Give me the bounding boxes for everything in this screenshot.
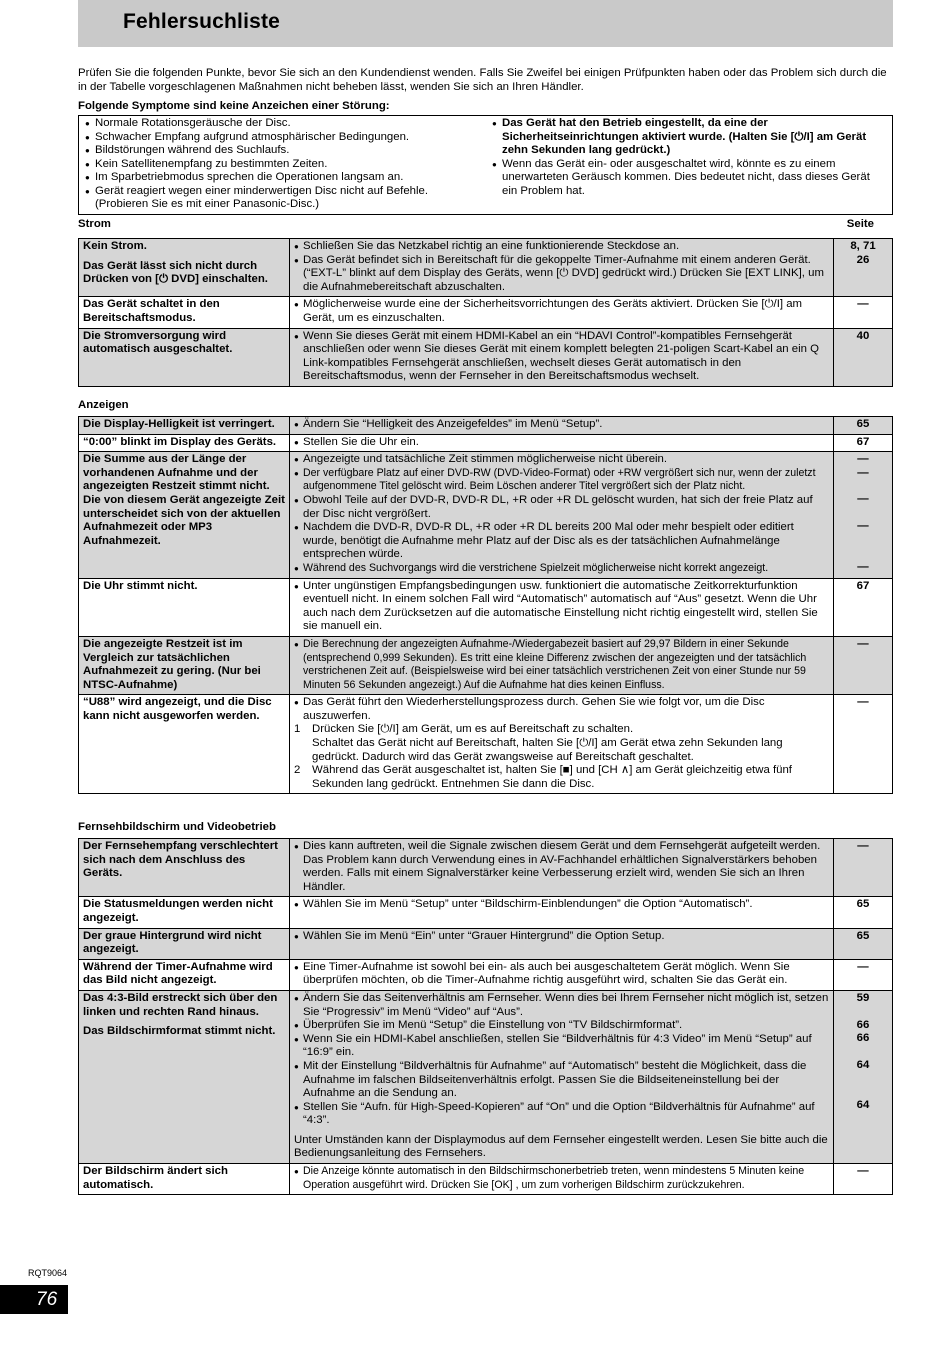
problem-cell: Die Statusmeldungen werden nicht angezeigt. [79, 897, 290, 928]
problem-text: Das Gerät lässt sich nicht durch Drücken von [⏻ DVD] einschalten. [83, 259, 268, 286]
page-ref: — [857, 560, 869, 573]
page-ref: 66 [856, 1018, 870, 1031]
table-row [79, 452, 893, 578]
table-row [79, 328, 893, 386]
solution-cell [290, 578, 834, 636]
page-number: 76 [36, 1289, 58, 1310]
page-ref: — [857, 453, 869, 466]
table-row [79, 990, 893, 1163]
solution-item: ● Wenn Sie ein HDMI-Kabel anschließen, stellen Sie “Bildverhältnis für 4:3 Video” im Menü “Setup” auf “16:9” ein. [294, 1033, 829, 1060]
table-row [79, 839, 893, 897]
symptom-item-note: (Probieren Sie es mit einer Panasonic-Disc.) [95, 198, 320, 210]
step-item [294, 764, 829, 791]
problem-cell: “0:00” blinkt im Display des Geräts. [79, 434, 290, 452]
solution-item: ● Dies kann auftreten, weil die Signale zwischen diesem Gerät und dem Fernsehgerät aufgeteilt werden. Das Problem kann durch Verwendung eines in AV-Fachhandel erhältlichen Signalverstärkers behoben werden. Falls mit einem Signalverstärker keine Verbesserung erzielt wird, wenden Sie sich an Ihren Händler. [294, 840, 829, 894]
page-number-box [0, 1285, 68, 1314]
page-ref-cell: — [834, 1164, 893, 1195]
problem-cell: Der graue Hintergrund wird nicht angezeigt. [79, 928, 290, 959]
solution-item: ● Nachdem die DVD-R, DVD-R DL, +R oder +R DL bereits 200 Mal oder mehr bespielt oder editiert wurde, benötigt die Aufnahme mehr Platz auf der Disc als es der tatsächlichen Aufnahmelänge entsprechen würde. [294, 521, 829, 562]
solution-cell [290, 1164, 834, 1195]
page-ref-cell: — [834, 297, 893, 328]
solution-item: ● Angezeigte und tatsächliche Zeit stimmen möglicherweise nicht überein. [294, 453, 829, 467]
solution-cell [290, 452, 834, 578]
solution-item: ● Mit der Einstellung “Bildverhältnis für Aufnahme” auf “Automatisch” besteht die Möglichkeit, dass die Aufnahme im falschen Bildseitenverhältnis erfolgt. Passen Sie die Bildseiteneinstellung bei der Aufnahme an die Sendung an. [294, 1060, 829, 1101]
solution-item: ● Wenn Sie dieses Gerät mit einem HDMI-Kabel an ein “HDAVI Control”-kompatibles Fernsehgerät anschließen oder wenn Sie dieses Gerät mit einem komplett belegten 21-poligen Scart-Kabel an ein Q Link-kompatibles Fernsehgerät anschließen, wechselt dieses Gerät automatisch in den Bereitschaftsmodus, wenn der Fernseher in den Bereitschaftsmodus wechselt. [294, 330, 829, 384]
solution-item: ● Obwohl Teile auf der DVD-R, DVD-R DL, +R oder +R DL gelöscht wurden, hat sich der freie Platz auf der Disc nicht vergrößert. [294, 494, 829, 521]
solution-cell [290, 695, 834, 794]
solution-cell [290, 928, 834, 959]
page-title: Fehlersuchliste [123, 10, 281, 33]
page-ref-cell: 40 [834, 328, 893, 386]
problem-text: Das 4:3-Bild erstreckt sich über den linken und rechten Rand hinaus. [83, 991, 278, 1018]
section-heading-tv: Fernsehbildschirm und Videobetrieb [78, 821, 276, 833]
seite-label: Seite [846, 218, 874, 230]
section-heading-anzeigen: Anzeigen [78, 399, 129, 411]
document-code: RQT9064 [28, 1268, 68, 1278]
table-row [79, 636, 893, 694]
symptom-item: ● Im Sparbetriebmodus sprechen die Operationen langsam an. [85, 171, 485, 185]
problem-text: Kein Strom. [83, 240, 147, 252]
symptom-item: ● Kein Satellitenempfang zu bestimmten Zeiten. [85, 158, 485, 172]
problem-cell: Die angezeigte Restzeit ist im Vergleich zur tatsächlichen Aufnahmezeit zu gering. (Nur bei NTSC-Aufnahme) [79, 636, 290, 694]
table-row [79, 928, 893, 959]
page-ref-cell: 67 [834, 434, 893, 452]
table-tv [78, 838, 893, 1195]
solution-note: Unter Umständen kann der Displaymodus auf dem Fernseher eingestellt werden. Lesen Sie bitte auch die Bedienungsanleitung des Fernsehers. [294, 1133, 828, 1160]
symptoms-heading: Folgende Symptome sind keine Anzeichen einer Störung: [78, 100, 390, 112]
step-text: Schaltet das Gerät nicht auf Bereitschaft, halten Sie [⏻/I] am Gerät etwa zehn Sekunden lang gedrückt. Dadurch wird das Gerät zwangsweise auf Bereitschaft geschaltet. [312, 737, 783, 763]
table-row [79, 695, 893, 794]
page-ref: 59 [856, 991, 870, 1004]
symptom-item: ● Bildstörungen während des Suchlaufs. [85, 144, 485, 158]
page-ref: 8, 71 [850, 240, 876, 252]
solution-item: ● Die Anzeige könnte automatisch in den Bildschirmschonerbetrieb treten, wenn mindestens 5 Minuten keine Operation ausgeführt wird. Drücken Sie [OK] , um zum vorherigen Bildschirm zurückzukehren. [294, 1165, 829, 1192]
page-ref: 66 [856, 1032, 870, 1045]
page-ref-cell [834, 452, 893, 578]
solution-cell [290, 959, 834, 990]
solution-cell [290, 297, 834, 328]
table-row [79, 578, 893, 636]
step-item [294, 723, 829, 764]
page-ref-cell: 65 [834, 928, 893, 959]
solution-item: ● Eine Timer-Aufnahme ist sowohl bei ein- als auch bei ausgeschaltetem Gerät möglich. Wenn Sie überprüfen möchten, ob die Timer-Aufnahme richtig ausgeführt wird, schalten Sie das Gerät ein. [294, 961, 829, 988]
solution-cell [290, 239, 834, 297]
solution-item: ● Wählen Sie im Menü “Setup” unter “Bildschirm-Einblendungen” die Option “Automatisch”. [294, 898, 829, 912]
solution-item: ● Schließen Sie das Netzkabel richtig an eine funktionierende Steckdose an. [294, 240, 829, 254]
problem-cell: Während der Timer-Aufnahme wird das Bild nicht angezeigt. [79, 959, 290, 990]
symptom-item: ● Das Gerät hat den Betrieb eingestellt, da eine der Sicherheitseinrichtungen aktiviert wurde. (Halten Sie [⏻/I] am Gerät zehn Sekunden lang gedrückt.) [492, 117, 887, 158]
symptom-item: ● Schwacher Empfang aufgrund atmosphärischer Bedingungen. [85, 131, 485, 145]
solution-item: ● Die Berechnung der angezeigten Aufnahme-/Wiedergabezeit basiert auf 29,97 Bildern in einer Sekunde (entsprechend 0,999 Sekunden). Es tritt eine kleine Differenz zwischen der angezeigten und der tatsächlich verstrichenen Zeit auf. (Beispielsweise wird bei einer tatsächlich verstrichenen Zeit von einer Stunde nur 59 Minuten 56 Sekunden angezeigt.) Auf die Aufnahme hat dies keinen Einfluss. [294, 638, 829, 692]
symptoms-box [78, 115, 893, 215]
solution-item: ● Das Gerät führt den Wiederherstellungsprozess durch. Gehen Sie wie folgt vor, um die Disc auszuwerfen. [294, 696, 829, 723]
page-ref-cell: 67 [834, 578, 893, 636]
solution-cell [290, 417, 834, 435]
page-ref: 64 [856, 1099, 870, 1112]
page-ref-cell: 65 [834, 417, 893, 435]
step-number: 1 [294, 723, 301, 736]
table-row [79, 1164, 893, 1195]
step-number: 2 [294, 764, 301, 777]
solution-item: ● Der verfügbare Platz auf einer DVD-RW (DVD-Video-Format) oder +RW vergrößert sich nur, wenn der zuletzt aufgenommene Titel gelöscht wird. Beim Löschen anderer Titel vergrößert sich der Platz nicht. [294, 467, 829, 494]
symptom-item: ● Normale Rotationsgeräusche der Disc. [85, 117, 485, 131]
table-row [79, 897, 893, 928]
problem-cell: Die Stromversorgung wird automatisch ausgeschaltet. [79, 328, 290, 386]
table-row [79, 417, 893, 435]
problem-cell [79, 990, 290, 1163]
problem-cell: Die Display-Helligkeit ist verringert. [79, 417, 290, 435]
solution-cell [290, 434, 834, 452]
solution-item: ● Stellen Sie “Aufn. für High-Speed-Kopieren” auf “On” und die Option “Bildverhältnis für Aufnahme” auf “4:3”. [294, 1101, 829, 1128]
page-ref: — [857, 466, 869, 479]
solution-item: ● Unter ungünstigen Empfangsbedingungen usw. funktioniert die automatische Zeitkorrekturfunktion eventuell nicht. In einem solchen Fall wird “Automatisch” automatisch auf “Aus” gesetzt. Wenn die Uhr auch nach dem Zurücksetzen auf die automatische Einstellung nicht richtig eingestellt wird, stellen Sie sie manuell ein. [294, 580, 829, 634]
solution-item: ● Wählen Sie im Menü “Ein” unter “Grauer Hintergrund” die Option Setup. [294, 930, 829, 944]
page-ref-cell [834, 990, 893, 1163]
solution-item: ● Während des Suchvorgangs wird die verstrichene Spielzeit möglicherweise nicht korrekt angezeigt. [294, 562, 829, 576]
step-text: Drücken Sie [⏻/I] am Gerät, um es auf Bereitschaft zu schalten. [312, 723, 634, 736]
step-text: Während das Gerät ausgeschaltet ist, halten Sie [■] und [CH ∧] am Gerät gleichzeitig etwa fünf Sekunden lang gedrückt. Entnehmen Sie dann die Disc. [312, 764, 792, 790]
solution-item: ● Stellen Sie die Uhr ein. [294, 436, 829, 450]
symptoms-right-column [492, 117, 887, 198]
page-ref-cell: — [834, 959, 893, 990]
symptoms-left-column [85, 117, 485, 212]
title-bar [78, 0, 893, 47]
solution-cell [290, 990, 834, 1163]
problem-cell: Das Gerät schaltet in den Bereitschaftsmodus. [79, 297, 290, 328]
page-ref: — [857, 519, 869, 532]
symptom-item: ● Wenn das Gerät ein- oder ausgeschaltet wird, könnte es zu einem unerwarteten Geräusch kommen. Dies bedeutet nicht, dass dieses Gerät ein Problem hat. [492, 158, 887, 199]
page-ref-cell: 65 [834, 897, 893, 928]
page-ref: — [857, 493, 869, 506]
solution-cell [290, 897, 834, 928]
problem-text: Das Bildschirmformat stimmt nicht. [83, 1025, 276, 1038]
solution-item: ● Ändern Sie “Helligkeit des Anzeigefeldes” im Menü “Setup”. [294, 418, 829, 432]
problem-cell: Der Bildschirm ändert sich automatisch. [79, 1164, 290, 1195]
solution-item: ● Möglicherweise wurde eine der Sicherheitsvorrichtungen des Geräts aktiviert. Drücken Sie [⏻/I] am Gerät, um es einzuschalten. [294, 298, 829, 325]
problem-cell [79, 239, 290, 297]
page-ref: 26 [856, 253, 870, 266]
page-ref: 64 [856, 1058, 870, 1071]
table-row [79, 297, 893, 328]
table-anzeigen [78, 416, 893, 794]
table-row [79, 239, 893, 297]
page-ref-cell [834, 239, 893, 297]
solution-cell [290, 328, 834, 386]
problem-cell: “U88” wird angezeigt, und die Disc kann nicht ausgeworfen werden. [79, 695, 290, 794]
page-ref-cell: — [834, 636, 893, 694]
solution-cell [290, 839, 834, 897]
page-ref-cell: — [834, 695, 893, 794]
intro-text: Prüfen Sie die folgenden Punkte, bevor Sie sich an den Kundendienst wenden. Falls Sie Zweifel bei einigen Prüfpunkten haben oder das Problem sich durch die in der Tabelle vorgeschlagenen Maßnahmen nicht beheben lässt, wenden Sie sich an Ihren Händler. [78, 67, 887, 93]
problem-cell: Die Uhr stimmt nicht. [79, 578, 290, 636]
problem-cell: Der Fernsehempfang verschlechtert sich nach dem Anschluss des Geräts. [79, 839, 290, 897]
table-row [79, 434, 893, 452]
problem-cell: Die Summe aus der Länge der vorhandenen Aufnahme und der angezeigten Restzeit stimmt nicht. Die von diesem Gerät angezeigte Zeit unterscheidet sich von der aktuellen Aufnahmezeit oder MP3 Aufnahmezeit. [79, 452, 290, 578]
page-ref-cell: — [834, 839, 893, 897]
section-heading-strom: Strom [78, 218, 111, 230]
symptom-item: ● Gerät reagiert wegen einer minderwertigen Disc nicht auf Befehle. [85, 185, 485, 199]
table-row [79, 959, 893, 990]
table-strom [78, 238, 893, 387]
solution-item: ● Das Gerät befindet sich in Bereitschaft für die gekoppelte Timer-Aufnahme mit einem anderen Gerät. (“EXT-L” blinkt auf dem Display des Geräts, wenn [⏻ DVD] gedrückt wird.) Drücken Sie [EXT LINK], um die Aufnahmebereitschaft abzuschalten. [294, 254, 829, 295]
solution-item: ● Überprüfen Sie im Menü “Setup” die Einstellung von “TV Bildschirmformat”. [294, 1019, 829, 1033]
solution-cell [290, 636, 834, 694]
solution-item: ● Ändern Sie das Seitenverhältnis am Fernseher. Wenn dies bei Ihrem Fernseher nicht möglich ist, setzen Sie “Progressiv” im Menü “Video” auf “Aus”. [294, 992, 829, 1019]
